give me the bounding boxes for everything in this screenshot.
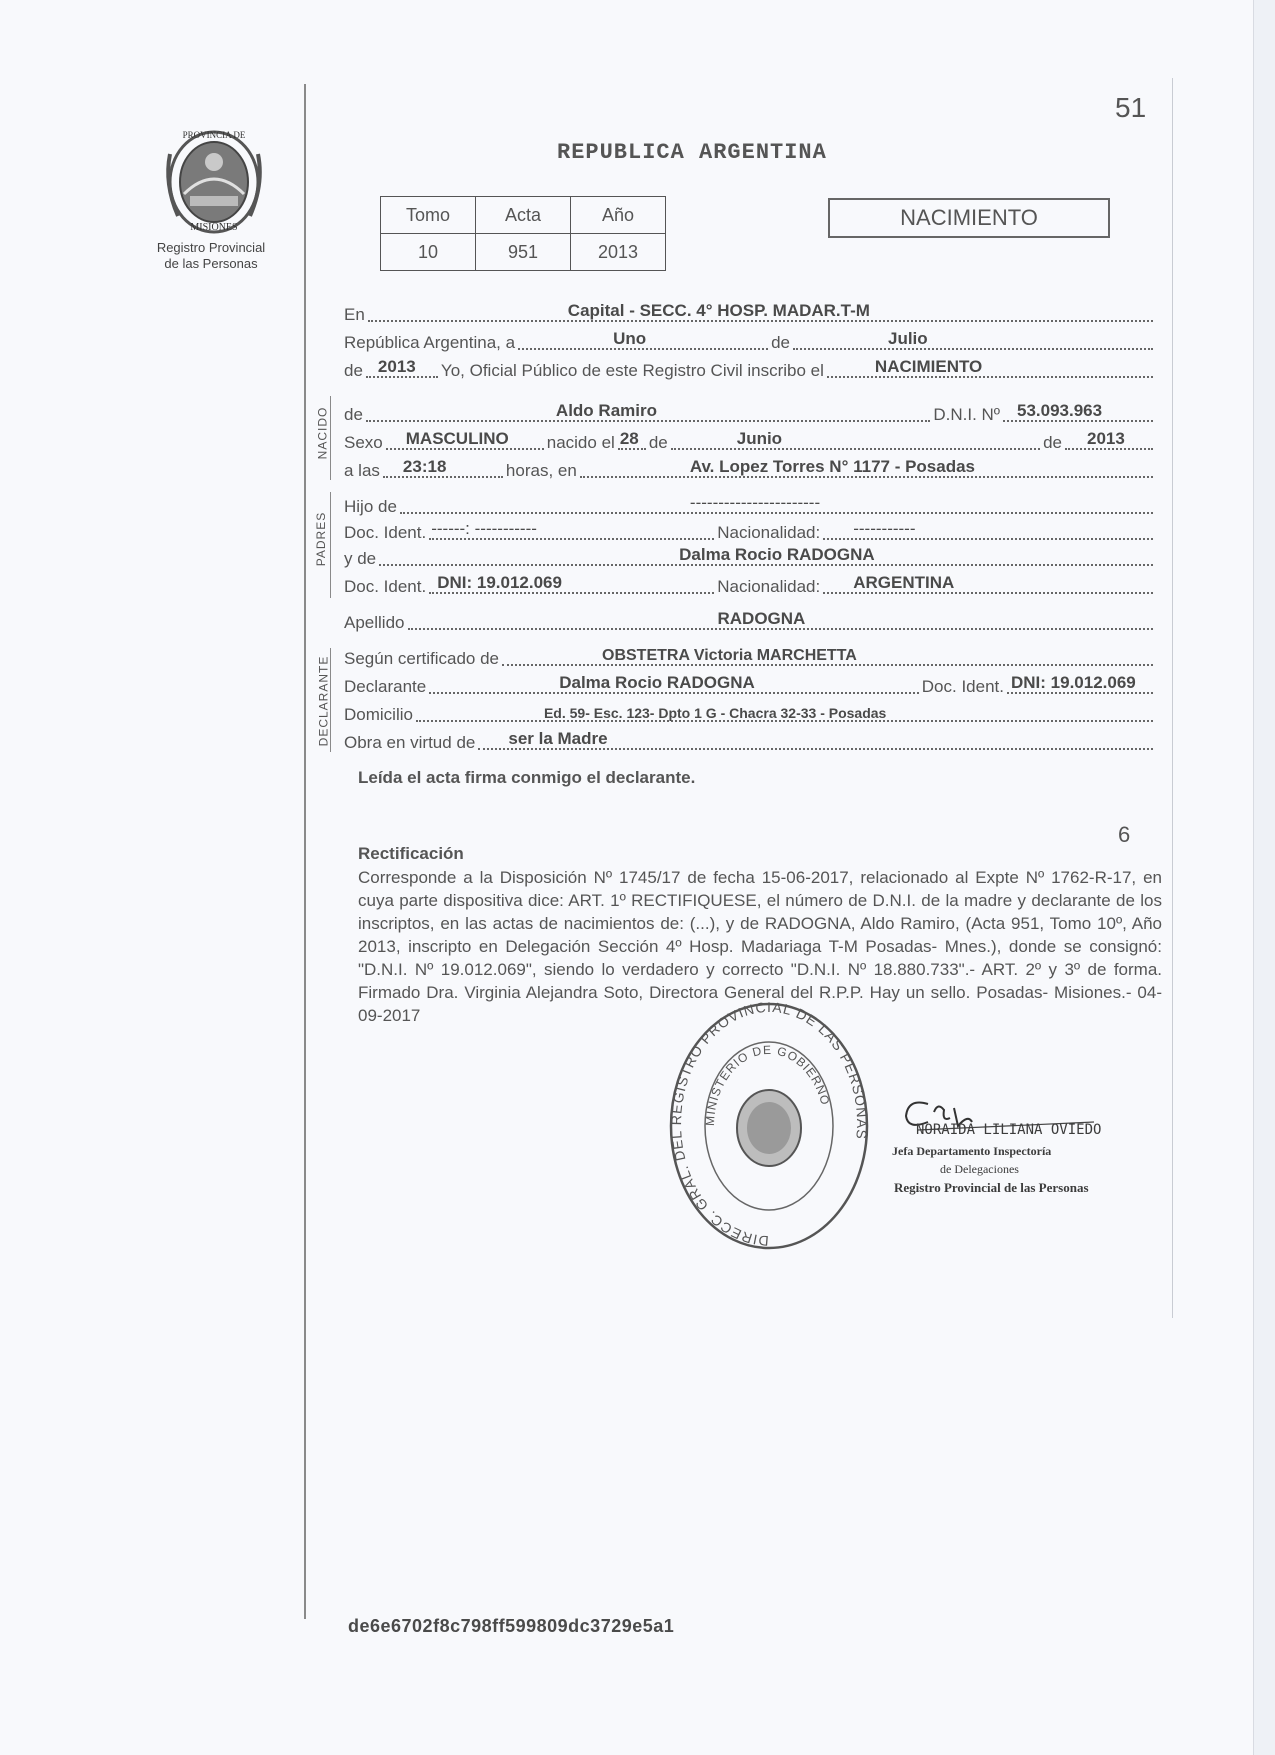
value-record: NACIMIENTO — [874, 357, 983, 376]
field-month — [793, 324, 1153, 350]
field-child-name — [366, 396, 930, 422]
official-stamp — [664, 998, 874, 1254]
label-en: En — [344, 305, 365, 324]
rectification-body: Corresponde a la Disposición Nº 1745/17 de fecha 15-06-2017, relacionado al Expte Nº 1762-R-17, en cuya parte dispositiva dice: ART. 1º RECTIFIQUESE, el número de D.N.I. de la madre y declarante de los inscriptos, en las actas de nacimientos de: (...), y de RADOGNA, Aldo Ramiro, (Acta 951, Tomo 10º, Año 2013, inscripto en Delegación Sección 4º Hosp. Madariaga T-M Posadas- Mnes.), donde se consignó: "D.N.I. Nº 19.012.069", siendo lo verdadero y correcto "D.N.I. Nº 18.880.733".- ART. 2º y 3º de forma. Firmado Dra. Virginia Alejandra Soto, Directora General del R.P.P. Hay un sello. Posadas- Misiones.- 04-09-2017 — [358, 868, 1162, 1025]
value-dni: 53.093.963 — [1017, 401, 1103, 420]
value-birth-day: 28 — [619, 429, 639, 448]
row-republica — [344, 328, 1156, 354]
reference-table — [380, 196, 666, 271]
row-mother-doc — [344, 572, 1156, 598]
left-margin-line — [304, 84, 306, 1619]
row-apellido — [344, 608, 1156, 634]
field-mother-doc — [429, 568, 714, 594]
label-yde: y de — [344, 549, 377, 568]
label-republica: República Argentina, a — [344, 333, 516, 352]
field-day — [518, 324, 768, 350]
label-hijo: Hijo de — [344, 497, 397, 516]
closing-statement: Leída el acta firma conmigo el declarante. — [358, 768, 696, 787]
row-obra — [344, 728, 1156, 754]
label-de-year: de — [344, 361, 363, 380]
label-apellido: Apellido — [344, 613, 405, 632]
label-obra: Obra en virtud de — [344, 733, 476, 752]
label-dni: D.N.I. Nº — [933, 405, 1000, 424]
field-place — [368, 296, 1153, 322]
field-father-nat — [823, 514, 1153, 540]
ref-header-anio: Año — [571, 197, 666, 234]
row-en — [344, 300, 1156, 326]
padres-bracket — [330, 492, 331, 598]
rectification-title: Rectificación — [358, 844, 464, 863]
value-birth-month: Junio — [736, 429, 783, 448]
row-hora — [344, 456, 1156, 482]
value-declarante-doc: DNI: 19.012.069 — [1011, 673, 1136, 692]
field-birth-month — [671, 424, 1040, 450]
row-domicilio — [344, 700, 1156, 726]
value-child-name: Aldo Ramiro — [555, 401, 657, 420]
field-birth-day — [618, 424, 646, 450]
label-de-year2: de — [1043, 433, 1062, 452]
field-birth-address — [580, 452, 1153, 478]
ref-value-tomo: 10 — [381, 234, 476, 271]
value-mother-nat: ARGENTINA — [853, 573, 955, 592]
field-declarante-name — [429, 668, 919, 694]
label-declarante: Declarante — [344, 677, 427, 696]
label-doc-father: Doc. Ident. — [344, 523, 427, 542]
row-segun — [344, 644, 1156, 670]
signatory-name: NORAIDA LILIANA OVIEDO — [916, 1122, 1102, 1138]
field-year — [366, 352, 438, 378]
registry-caption-line1: Registro Provincial — [156, 240, 266, 255]
row-year — [344, 356, 1156, 382]
value-mother: Dalma Rocio RADOGNA — [679, 545, 875, 564]
ref-header-acta: Acta — [476, 197, 571, 234]
page-title: REPUBLICA ARGENTINA — [557, 140, 827, 165]
value-father: ----------------------- — [689, 493, 821, 512]
row-mother — [344, 544, 1156, 570]
value-year: 2013 — [377, 357, 416, 376]
row-declarante — [344, 672, 1156, 698]
field-mother-nat — [823, 568, 1153, 594]
value-declarante-name: Dalma Rocio RADOGNA — [559, 673, 755, 692]
signatory-role-1: Jefa Departamento Inspectoría — [892, 1144, 1052, 1158]
right-margin-line — [1172, 78, 1173, 1318]
value-father-doc: ------: ----------- — [431, 519, 537, 538]
field-record — [827, 352, 1153, 378]
value-place: Capital - SECC. 4° HOSP. MADAR.T-M — [567, 301, 870, 320]
field-obra — [478, 724, 1153, 750]
label-alas: a las — [344, 461, 380, 480]
ref-header-tomo: Tomo — [381, 197, 476, 234]
value-certificado: OBSTETRA Victoria MARCHETTA — [602, 647, 857, 664]
value-obra: ser la Madre — [508, 729, 608, 748]
label-de-month: de — [648, 433, 668, 452]
registry-caption-line2: de las Personas — [164, 256, 258, 271]
signatory-role-2: de Delegaciones — [940, 1162, 1019, 1176]
label-nat-father: Nacionalidad: — [717, 523, 821, 542]
value-month: Julio — [887, 329, 928, 348]
ref-value-anio: 2013 — [571, 234, 666, 271]
value-mother-doc: DNI: 19.012.069 — [437, 573, 562, 592]
label-de: de — [771, 333, 790, 352]
section-label-declarante: DECLARANTE — [316, 655, 331, 747]
value-sexo: MASCULINO — [405, 429, 509, 448]
value-time: 23:18 — [402, 457, 447, 476]
value-father-nat: ----------- — [853, 519, 916, 538]
value-apellido: RADOGNA — [717, 609, 806, 628]
label-yo: Yo, Oficial Público de este Registro Civil inscribo el — [440, 361, 824, 380]
stamp-inner-text: MINISTERIO DE GOBIERNO — [702, 1042, 833, 1127]
field-certificado — [502, 640, 1153, 666]
field-declarante-doc — [1007, 668, 1153, 694]
label-sexo: Sexo — [344, 433, 383, 452]
section-label-padres: PADRES — [314, 511, 329, 567]
label-nacido-el: nacido el — [546, 433, 615, 452]
field-birth-year — [1065, 424, 1153, 450]
ref-value-acta: 951 — [476, 234, 571, 271]
value-domicilio: Ed. 59- Esc. 123- Dpto 1 G - Chacra 32-33 - Posadas — [543, 705, 887, 721]
row-nacido-name — [344, 400, 1156, 426]
emblem-text-top: PROVINCIA DE — [182, 130, 246, 140]
label-doc-mother: Doc. Ident. — [344, 577, 427, 596]
stamp-outer-text: DIRECC. GRAL. DEL REGISTRO PROVINCIAL DE LAS PERSONAS — [667, 998, 871, 1250]
value-birth-address: Av. Lopez Torres N° 1177 - Posadas — [689, 457, 976, 476]
label-nat-mother: Nacionalidad: — [717, 577, 821, 596]
field-domicilio — [416, 696, 1153, 722]
field-father-doc — [429, 514, 714, 540]
field-mother — [379, 540, 1153, 566]
label-segun: Según certificado de — [344, 649, 499, 668]
label-doc-declarante: Doc. Ident. — [921, 677, 1004, 696]
page-number: 51 — [1115, 92, 1147, 123]
document-hash: de6e6702f8c798ff599809dc3729e5a1 — [348, 1616, 675, 1636]
misiones-emblem — [160, 124, 268, 234]
field-apellido — [408, 604, 1154, 630]
field-sexo — [386, 424, 544, 450]
field-time — [383, 452, 503, 478]
registry-caption — [136, 240, 286, 272]
rectification-number: 6 — [1118, 822, 1131, 847]
reference-table-row — [381, 234, 666, 271]
reference-table-header — [381, 197, 666, 234]
nacido-bracket — [330, 396, 331, 480]
label-domicilio: Domicilio — [344, 705, 413, 724]
value-day: Uno — [613, 329, 647, 348]
value-birth-year: 2013 — [1087, 429, 1125, 448]
row-sexo — [344, 428, 1156, 454]
field-father — [400, 488, 1153, 514]
signatory-role-3: Registro Provincial de las Personas — [894, 1180, 1089, 1195]
field-dni — [1003, 396, 1153, 422]
record-type-box: NACIMIENTO — [828, 198, 1110, 238]
emblem-text-bottom: MISIONES — [190, 222, 238, 233]
label-horas-en: horas, en — [505, 461, 577, 480]
label-de-name: de — [344, 405, 363, 424]
section-label-nacido: NACIDO — [315, 406, 330, 460]
